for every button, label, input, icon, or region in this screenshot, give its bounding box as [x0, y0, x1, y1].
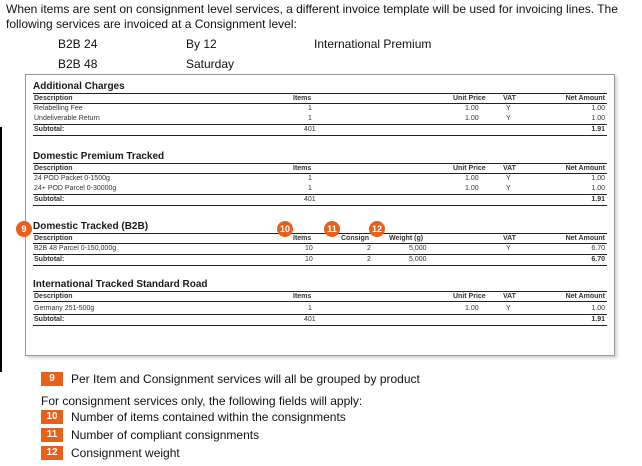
- cell-unit-price: 1.00: [465, 115, 479, 122]
- cell-net-amount: 1.00: [591, 185, 605, 192]
- col-net-amount: Net Amount: [565, 293, 605, 300]
- col-items: Items: [293, 293, 312, 300]
- col-vat: VAT: [503, 235, 516, 242]
- subtotal-label: Subtotal:: [34, 126, 65, 133]
- cell-items: 1: [308, 105, 312, 112]
- legend-number-badge: 10: [41, 410, 63, 424]
- table-row: [33, 114, 607, 124]
- callout-badge-12: 12: [369, 221, 385, 237]
- col-description: Description: [34, 95, 73, 102]
- subtotal-row: [33, 254, 607, 266]
- table-row: [33, 244, 607, 254]
- section-title: Additional Charges: [33, 81, 125, 92]
- service-b2b48: B2B 48: [58, 57, 98, 71]
- subtotal-net: 1.91: [591, 126, 605, 133]
- subtotal-label: Subtotal:: [34, 316, 65, 323]
- col-unit-price: Unit Price: [453, 95, 486, 102]
- cell-unit-price: 1.00: [465, 105, 479, 112]
- cell-net-amount: 1.00: [591, 175, 605, 182]
- cell-weight: 5,000: [409, 245, 427, 252]
- section-domestic-tracked-b2b: [33, 221, 607, 266]
- cell-description: Germany 251-500g: [34, 305, 95, 312]
- intro-text: When items are sent on consignment level services, a different invoice template will be used for invoicing lines. The following services are invoiced at a Consignment level:: [6, 2, 618, 31]
- subtotal-weight: 5,000: [409, 256, 427, 263]
- col-vat: VAT: [503, 293, 516, 300]
- subtotal-items: 401: [304, 316, 316, 323]
- cell-items: 1: [308, 305, 312, 312]
- subtotal-items: 401: [304, 126, 316, 133]
- service-intl-premium: International Premium: [314, 37, 432, 51]
- subtotal-row: [33, 194, 607, 206]
- cell-items: 1: [308, 175, 312, 182]
- table-header: [33, 163, 607, 174]
- cell-unit-price: 1.00: [465, 175, 479, 182]
- col-unit-price: Unit Price: [453, 165, 486, 172]
- left-rule: [0, 127, 2, 372]
- col-net-amount: Net Amount: [565, 95, 605, 102]
- cell-vat: Y: [506, 185, 511, 192]
- cell-unit-price: 1.00: [465, 305, 479, 312]
- section-title: Domestic Tracked (B2B): [33, 221, 149, 232]
- col-net-amount: Net Amount: [565, 235, 605, 242]
- cell-description: Undeliverable Return: [34, 115, 100, 122]
- cell-description: 24+ POD Parcel 0-30000g: [34, 185, 117, 192]
- section-additional-charges: [33, 81, 607, 136]
- cell-net-amount: 1.00: [591, 105, 605, 112]
- legend-text: Number of items contained within the consignments: [71, 410, 346, 424]
- service-saturday: Saturday: [186, 57, 235, 71]
- col-items: Items: [293, 95, 312, 102]
- table-header: [33, 291, 607, 302]
- cell-items: 10: [305, 245, 313, 252]
- col-vat: VAT: [503, 95, 516, 102]
- col-vat: VAT: [503, 165, 516, 172]
- legend-note: For consignment services only, the following fields will apply:: [41, 394, 363, 408]
- section-title: Domestic Premium Tracked: [33, 151, 165, 162]
- cell-description: B2B 48 Parcel 0-150,000g: [34, 245, 117, 252]
- callout-badge-11: 11: [324, 221, 340, 237]
- subtotal-net: 6.70: [591, 256, 605, 263]
- legend-number-badge: 9: [41, 372, 63, 386]
- col-items: Items: [293, 165, 312, 172]
- legend-text: Number of compliant consignments: [71, 428, 260, 442]
- subtotal-label: Subtotal:: [34, 256, 65, 263]
- cell-items: 1: [308, 115, 312, 122]
- subtotal-consign: 2: [367, 256, 371, 263]
- legend-text: Consignment weight: [71, 446, 180, 460]
- invoice-sample: [25, 74, 615, 356]
- table-row: [33, 184, 607, 194]
- cell-consign: 2: [367, 245, 371, 252]
- col-consign: Consign: [341, 235, 369, 242]
- callout-badge-9: 9: [16, 221, 32, 237]
- cell-description: 24 POD Packet 0-1500g: [34, 175, 110, 182]
- table-header: [33, 233, 607, 244]
- col-description: Description: [34, 293, 73, 300]
- table-header: [33, 93, 607, 104]
- legend-number-badge: 12: [41, 446, 63, 460]
- col-net-amount: Net Amount: [565, 165, 605, 172]
- cell-net-amount: 1.00: [591, 115, 605, 122]
- subtotal-net: 1.91: [591, 196, 605, 203]
- service-b2b24: B2B 24: [58, 37, 98, 51]
- cell-vat: Y: [506, 175, 511, 182]
- subtotal-row: [33, 314, 607, 326]
- cell-description: Relabelling Fee: [34, 105, 83, 112]
- cell-net-amount: 1.00: [591, 305, 605, 312]
- cell-vat: Y: [506, 115, 511, 122]
- table-row: [33, 302, 607, 314]
- subtotal-items: 401: [304, 196, 316, 203]
- col-weight: Weight (g): [389, 235, 424, 242]
- subtotal-label: Subtotal:: [34, 196, 65, 203]
- col-description: Description: [34, 235, 73, 242]
- cell-vat: Y: [506, 245, 511, 252]
- subtotal-net: 1.91: [591, 316, 605, 323]
- subtotal-row: [33, 124, 607, 136]
- service-by12: By 12: [186, 37, 217, 51]
- cell-items: 1: [308, 185, 312, 192]
- table-row: [33, 174, 607, 184]
- legend-number-badge: 11: [41, 428, 63, 442]
- col-unit-price: Unit Price: [453, 293, 486, 300]
- col-items: Items: [293, 235, 312, 242]
- cell-net-amount: 6.70: [591, 245, 605, 252]
- section-title: International Tracked Standard Road: [33, 279, 208, 290]
- table-row: [33, 104, 607, 114]
- cell-unit-price: 1.00: [465, 185, 479, 192]
- col-description: Description: [34, 165, 73, 172]
- section-domestic-premium: [33, 151, 607, 206]
- section-international-tracked: [33, 279, 607, 326]
- subtotal-items: 10: [305, 256, 313, 263]
- callout-badge-10: 10: [277, 221, 293, 237]
- legend-text: Per Item and Consignment services will all be grouped by product: [71, 372, 420, 386]
- cell-vat: Y: [506, 105, 511, 112]
- cell-vat: Y: [506, 305, 511, 312]
